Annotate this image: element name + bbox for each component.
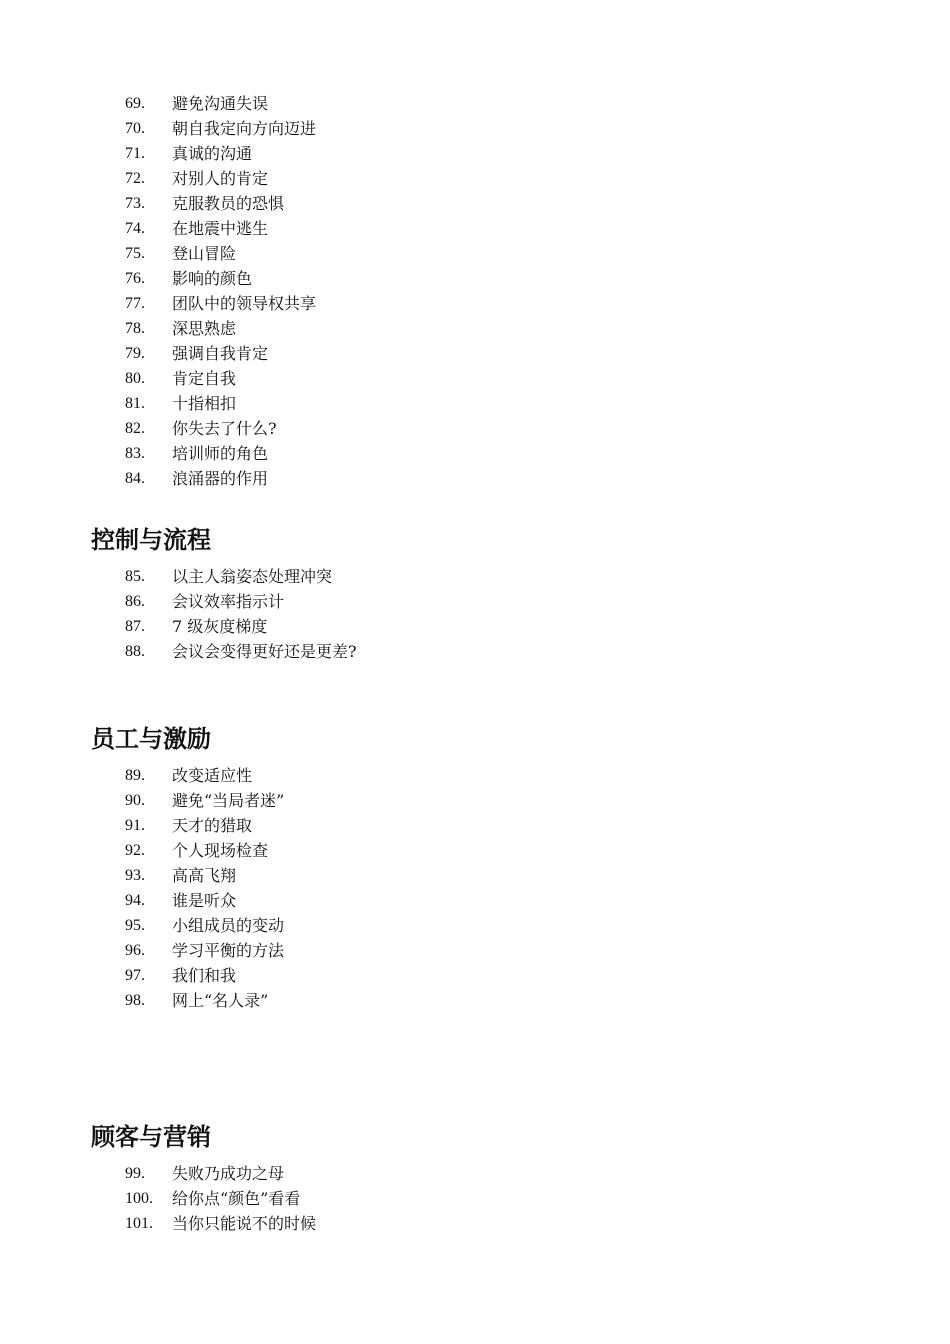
list-block-3	[0, 1161, 950, 1236]
item-text: 克服教员的恐惧	[172, 194, 285, 213]
item-number: 89.	[125, 767, 145, 784]
list-item	[0, 639, 950, 664]
item-number: 92.	[125, 842, 145, 859]
item-text: 在地震中逃生	[172, 219, 269, 238]
item-number: 82.	[125, 420, 145, 437]
list-item	[0, 116, 950, 141]
item-text: 避免“当局者迷”	[172, 791, 285, 810]
item-number: 86.	[125, 593, 145, 610]
list-item	[0, 813, 950, 838]
list-item	[0, 838, 950, 863]
item-text: 会议会变得更好还是更差?	[172, 642, 357, 661]
item-number: 97.	[125, 967, 145, 984]
list-item	[0, 216, 950, 241]
list-item	[0, 888, 950, 913]
item-number: 72.	[125, 170, 145, 187]
item-number: 74.	[125, 220, 145, 237]
item-number: 85.	[125, 568, 145, 585]
item-number: 84.	[125, 470, 145, 487]
section-heading: 员工与激励	[91, 725, 211, 753]
list-item	[0, 366, 950, 391]
item-text: 深思熟虑	[172, 319, 237, 338]
item-text: 给你点“颜色”看看	[172, 1189, 301, 1208]
item-number: 95.	[125, 917, 145, 934]
item-text: 谁是听众	[172, 891, 237, 910]
item-number: 73.	[125, 195, 145, 212]
list-item	[0, 291, 950, 316]
list-block-2	[0, 763, 950, 1013]
list-item	[0, 614, 950, 639]
item-text: 学习平衡的方法	[172, 941, 285, 960]
item-number: 71.	[125, 145, 145, 162]
item-text: 朝自我定向方向迈进	[172, 119, 317, 138]
list-item	[0, 416, 950, 441]
list-item	[0, 191, 950, 216]
list-item	[0, 863, 950, 888]
item-number: 94.	[125, 892, 145, 909]
list-item	[0, 963, 950, 988]
item-number: 98.	[125, 992, 145, 1009]
list-item	[0, 589, 950, 614]
list-item	[0, 466, 950, 491]
item-number: 75.	[125, 245, 145, 262]
list-item	[0, 441, 950, 466]
item-number: 81.	[125, 395, 145, 412]
item-text: 十指相扣	[172, 394, 237, 413]
list-item	[0, 91, 950, 116]
item-number: 80.	[125, 370, 145, 387]
item-number: 93.	[125, 867, 145, 884]
list-item	[0, 988, 950, 1013]
list-block-0	[0, 91, 950, 491]
item-text: 改变适应性	[172, 766, 253, 785]
item-text: 登山冒险	[172, 244, 237, 263]
item-text: 会议效率指示计	[172, 592, 285, 611]
list-block-1	[0, 564, 950, 664]
item-text: 培训师的角色	[172, 444, 269, 463]
list-item	[0, 913, 950, 938]
item-text: 我们和我	[172, 966, 237, 985]
item-text: 你失去了什么?	[172, 419, 277, 438]
item-text: 当你只能说不的时候	[172, 1214, 317, 1233]
item-text: 个人现场检查	[172, 841, 269, 860]
item-text: 浪涌器的作用	[172, 469, 269, 488]
item-number: 77.	[125, 295, 145, 312]
item-text: 小组成员的变动	[172, 916, 285, 935]
item-number: 99.	[125, 1165, 145, 1182]
item-text: 肯定自我	[172, 369, 237, 388]
item-number: 87.	[125, 618, 145, 635]
list-item	[0, 564, 950, 589]
item-number: 69.	[125, 95, 145, 112]
item-number: 76.	[125, 270, 145, 287]
item-text: 失败乃成功之母	[172, 1164, 285, 1183]
list-item	[0, 1161, 950, 1186]
item-number: 96.	[125, 942, 145, 959]
item-text: 对别人的肯定	[172, 169, 269, 188]
list-item	[0, 763, 950, 788]
item-text: 强调自我肯定	[172, 344, 269, 363]
list-item	[0, 316, 950, 341]
list-item	[0, 1186, 950, 1211]
item-number: 101.	[125, 1215, 153, 1232]
list-item	[0, 266, 950, 291]
list-item	[0, 166, 950, 191]
list-item	[0, 1211, 950, 1236]
item-text: 天才的猎取	[172, 816, 253, 835]
item-text: 影响的颜色	[172, 269, 253, 288]
item-number: 78.	[125, 320, 145, 337]
section-heading: 顾客与营销	[91, 1123, 211, 1151]
list-item	[0, 141, 950, 166]
item-number: 88.	[125, 643, 145, 660]
item-number: 79.	[125, 345, 145, 362]
list-item	[0, 788, 950, 813]
item-text: 网上“名人录”	[172, 991, 269, 1010]
item-number: 90.	[125, 792, 145, 809]
list-item	[0, 391, 950, 416]
item-number: 91.	[125, 817, 145, 834]
item-text: 真诚的沟通	[172, 144, 253, 163]
list-item	[0, 341, 950, 366]
item-text: 避免沟通失误	[172, 94, 269, 113]
item-number: 100.	[125, 1190, 153, 1207]
list-item	[0, 241, 950, 266]
item-text: 团队中的领导权共享	[172, 294, 317, 313]
list-item	[0, 938, 950, 963]
item-number: 83.	[125, 445, 145, 462]
item-number: 70.	[125, 120, 145, 137]
section-heading: 控制与流程	[91, 526, 211, 554]
item-text: 高高飞翔	[172, 866, 237, 885]
item-text: 以主人翁姿态处理冲突	[172, 567, 333, 586]
item-text: 7 级灰度梯度	[172, 617, 268, 636]
